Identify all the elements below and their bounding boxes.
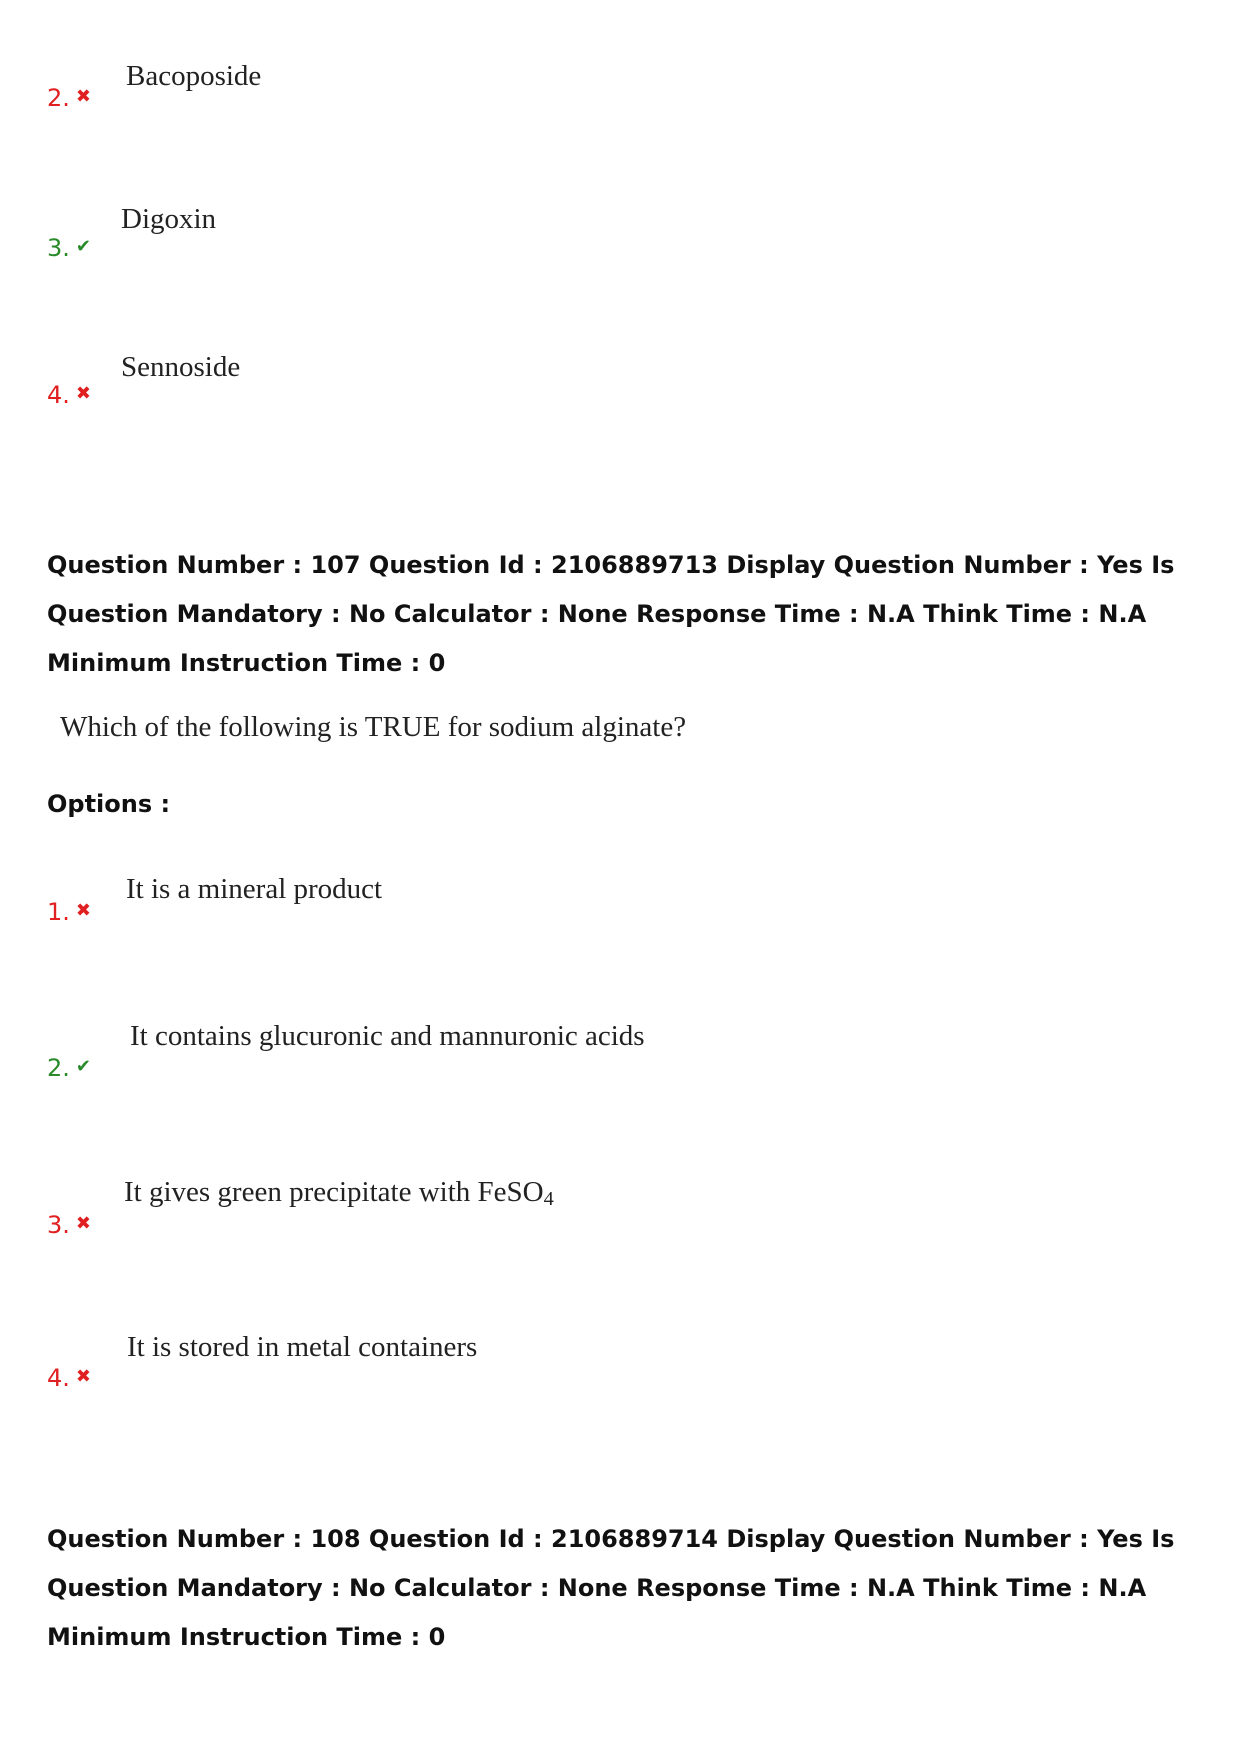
options-label: Options : bbox=[47, 790, 171, 818]
option-text: Bacoposide bbox=[126, 60, 262, 92]
check-icon: ✔ bbox=[75, 236, 91, 257]
option-text: Sennoside bbox=[121, 351, 241, 383]
option-number: 4. ✖ bbox=[47, 381, 91, 409]
option-number: 1. ✖ bbox=[47, 898, 91, 926]
cross-icon: ✖ bbox=[75, 383, 91, 404]
option-number: 2. ✔ bbox=[47, 1054, 91, 1082]
cross-icon: ✖ bbox=[75, 900, 91, 921]
cross-icon: ✖ bbox=[75, 1366, 91, 1387]
option-number: 2. ✖ bbox=[47, 84, 91, 112]
question-meta: Question Number : 107 Question Id : 2106889713 Display Question Number : Yes Is Question Mandatory : No Calculator : None Response Time : N.A Think Time : N.A Minimum Instruction Time : 0 bbox=[47, 551, 1175, 677]
cross-icon: ✖ bbox=[75, 1213, 91, 1234]
option-number: 4. ✖ bbox=[47, 1364, 91, 1392]
option-text: It gives green precipitate with FeSO$_4$ bbox=[124, 1176, 554, 1211]
option-number: 3. ✔ bbox=[47, 234, 91, 262]
option-number: 3. ✖ bbox=[47, 1211, 91, 1239]
option-text: It is stored in metal containers bbox=[127, 1331, 478, 1363]
option-text: Digoxin bbox=[121, 203, 217, 235]
cross-icon: ✖ bbox=[75, 86, 91, 107]
check-icon: ✔ bbox=[75, 1056, 91, 1077]
option-text: It is a mineral product bbox=[126, 873, 383, 905]
question-text: Which of the following is TRUE for sodium alginate? bbox=[60, 711, 687, 743]
option-text: It contains glucuronic and mannuronic acids bbox=[130, 1020, 645, 1052]
question-meta: Question Number : 108 Question Id : 2106889714 Display Question Number : Yes Is Question Mandatory : No Calculator : None Response Time : N.A Think Time : N.A Minimum Instruction Time : 0 bbox=[47, 1525, 1175, 1651]
subscript: 4 bbox=[543, 1188, 554, 1211]
